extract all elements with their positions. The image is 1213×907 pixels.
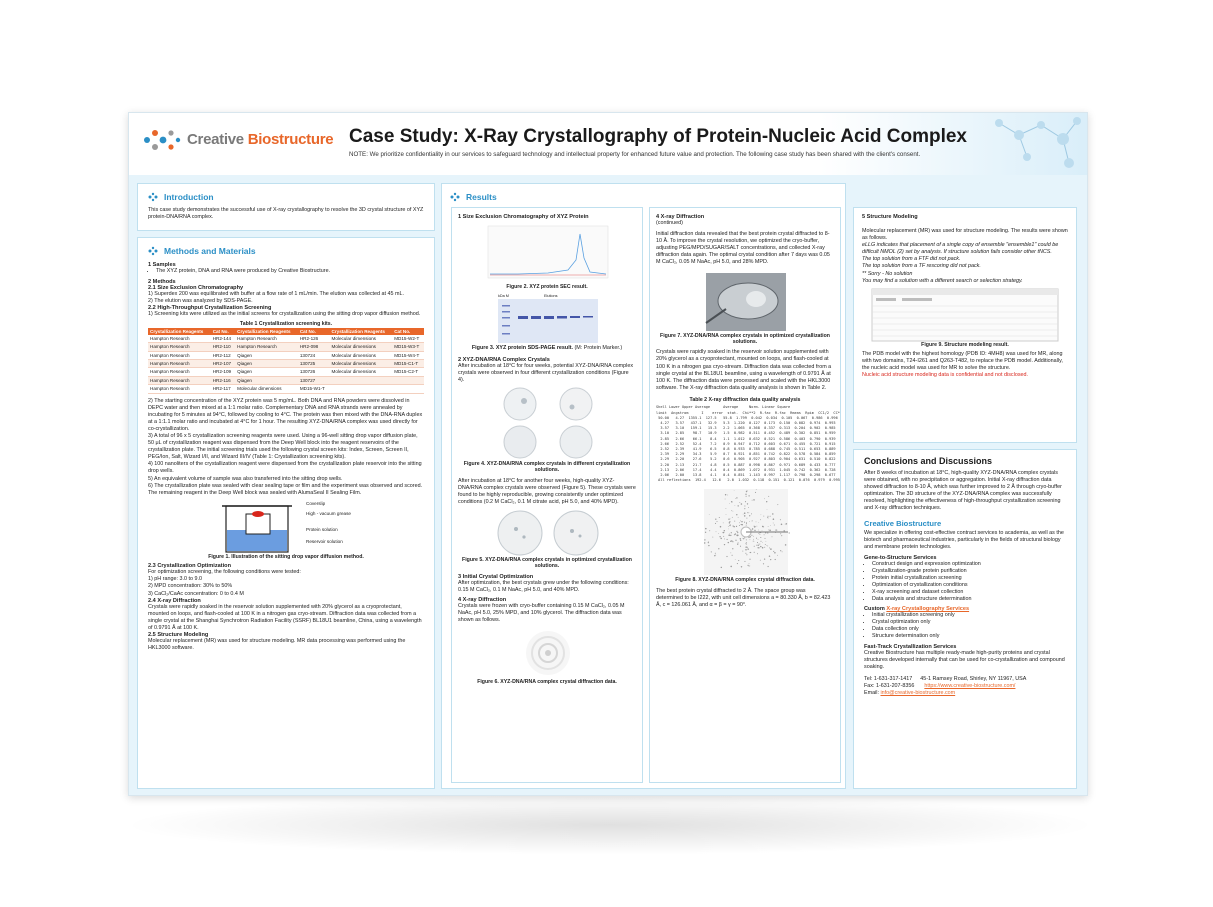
- conclusions-heading: Conclusions and Discussions: [864, 456, 993, 466]
- crystal-wells-image: [458, 387, 638, 461]
- table-cell: Hampton Research: [148, 385, 211, 393]
- figure-3-caption-note: (M: Protein Marker.): [574, 345, 623, 352]
- screening-subheading: 2.2 High-Throughput Crystallization Screening: [148, 305, 272, 312]
- methods-para-4: 4) 100 nanoliters of the crystallization reagent were dispensed from the crystallization plate reservoir into the sitting drop wells.: [148, 461, 422, 475]
- confidential-notice: Nucleic acid structure modeling data is confidential and not disclosed.: [862, 372, 1029, 379]
- table-cell: Hampton Research: [148, 376, 211, 384]
- optimization-subheading: 2.3 Crystallization Optimization: [148, 563, 231, 570]
- diagram-label-grease: High - vacuum grease: [306, 510, 351, 516]
- structure-modeling-heading: 5 Structure Modeling: [862, 214, 918, 220]
- screening-step-1: 1) Screening kits were utilized as the initial screens for crystallization using the sitting drop vapor diffusion method.: [148, 311, 421, 318]
- website-link[interactable]: https://www.creative-biostructure.com/: [924, 683, 1016, 690]
- table-row: 3.57 3.10 159.1 15.3 2.2 1.065 0.368 0.337 0.313 0.204 0.902 0.985: [656, 426, 836, 431]
- table-header-cell: Cat No.: [392, 328, 424, 335]
- results-column-b: [649, 207, 841, 783]
- table-cell: MD15-C2-T: [392, 368, 424, 376]
- methods-panel: [137, 237, 435, 789]
- figure-9-caption: Figure 9. Structure modeling result.: [921, 341, 1009, 348]
- optimization-intro: For optimization screening, the following conditions were tested:: [148, 569, 301, 576]
- gene-to-structure-list: [864, 561, 1066, 603]
- table-row: 2.39 2.29 34.3 5.9 0.7 0.921 0.851 0.742 0.822 0.578 0.584 0.859: [656, 452, 836, 457]
- sec-step-1: 1) Superdex 200 was equilibrated with buffer at a flow rate of 1 mL/min. The elution was collected at 45 mL.: [148, 291, 404, 297]
- table-cell: MD15-W1-T: [298, 385, 330, 393]
- table-cell: 130724: [298, 351, 330, 359]
- table-cell: [392, 385, 424, 393]
- sec-step-2: 2) The elution was analyzed by SDS-PAGE.: [148, 298, 253, 305]
- table-cell: HR2-110: [211, 343, 235, 351]
- contact-row-2: [864, 683, 1066, 690]
- list-item: • Construct design and expression optimization: [872, 561, 1066, 568]
- email-label: Email:: [864, 690, 881, 697]
- modeling-software-screenshot: [862, 288, 1068, 342]
- list-item: • Crystal optimization only: [872, 619, 1066, 626]
- table-cell: Qiagen: [235, 368, 298, 376]
- introduction-panel: [137, 183, 435, 231]
- table-row: 2.29 2.20 27.6 5.2 0.6 0.905 0.927 0.803 0.904 0.631 0.510 0.822: [656, 457, 836, 462]
- xray-continued-text-2: Crystals were rapidly soaked in the reservoir solution supplemented with 20% glycerol as a cryoprotectant, mounted on loops, and flash-cooled at 100 K in a nitrogen gas cryo-stream. Diffraction data was collected from a single crystal at the BL18U1 beamline, using a wavelength of 0.9791 Å at 100 K. The diffraction data were processed and scaled with the HKL3000 software. The X-ray diffraction data quality analysis is shown in Table 2.: [656, 349, 832, 391]
- conclusions-panel: [853, 449, 1077, 789]
- xray-result-text: Crystals were frozen with cryo-buffer containing 0.15 M CaCl₂, 0.05 M NaAc, pH 5.0, 25% MPD, and 10% glycerol. The diffraction data was shown as follows.: [458, 602, 625, 624]
- logo-word-creative: Creative: [187, 131, 244, 148]
- table-cell: Qiagen: [235, 359, 298, 367]
- initial-optimization-heading: 3 Initial Crystal Optimization: [458, 573, 534, 580]
- sitting-drop-diagram-icon: [218, 500, 298, 554]
- figure-3-caption: [458, 345, 636, 352]
- table-cell: HR2-112: [211, 351, 235, 359]
- list-item: • Structure determination only: [872, 633, 1066, 640]
- table-row: 50.00 4.27 1355.1 127.5 55.8 1.799 0.042 0.034 0.105 0.067 0.986 0.996: [656, 415, 838, 420]
- table-row: All reflections 192.4 12.6 2.0 1.032 0.118 0.151 0.121 0.076 0.979 0.995: [656, 478, 840, 483]
- figure-8-caption: Figure 8. XYZ-DNA/RNA complex crystal diffraction data.: [675, 577, 815, 584]
- table-row: [148, 335, 424, 343]
- table-row: [148, 385, 424, 393]
- table-cell: HR2-116: [211, 376, 235, 384]
- optimization-item-1: 1) pH range: 3.0 to 9.0: [148, 576, 202, 583]
- table-cell: MD15-C1-T: [392, 359, 424, 367]
- fast-track-heading: Fast-Track Crystallization Services: [864, 643, 957, 650]
- table-cell: Molecular dimensions: [235, 385, 298, 393]
- methods-heading: [148, 246, 424, 256]
- methods-para-5: 5) An equivalent volume of sample was also transferred into the sitting drop wells.: [148, 475, 343, 482]
- sec-subheading: 2.1 Size Exclusion Chromatography: [148, 285, 244, 291]
- table-cell: 130727: [298, 376, 330, 384]
- table-cell: Molecular dimensions: [330, 343, 393, 351]
- table-cell: Molecular dimensions: [330, 359, 393, 367]
- introduction-heading-text: Introduction: [164, 192, 214, 202]
- table-cell: Molecular dimensions: [330, 368, 393, 376]
- poster: [128, 112, 1088, 796]
- contact-address: 45-1 Ramsey Road, Shirley, NY 11967, USA: [920, 676, 1027, 683]
- table-cell: 130726: [298, 368, 330, 376]
- space-group-text: The best protein crystal diffracted to 2 Å. The space group was determined to be I222, with unit cell dimensions a = 80.330 Å, b = 82.423 Å, c = 126.061 Å, and α = β = γ = 90°.: [656, 587, 831, 608]
- mr-log-line-3: The top solution from a TF rescoring did not pack.: [862, 263, 981, 270]
- logo-word-biostructure: Biostructure: [247, 131, 334, 148]
- complex-crystals-heading: 2 XYZ-DNA/RNA Complex Crystals: [458, 356, 550, 363]
- table-header-row: [148, 328, 424, 335]
- methods-para-2: 2) The starting concentration of the XYZ protein was 5 mg/mL. Both DNA and RNA powders were dissolved in DEPC water and then mixed at a 1:1 molar ratio. Complementary DNA and RNA strands were annealed by incubating for 5 minutes at 94°C, followed by cooling to 4°C. The protein was then mixed with the DNA-RNA duplex at a 1:1.1 molar ratio and incubated at 4°C for 1 hour. The resulting XYZ-DNA/RNA complex was used directly for co-crystallization.: [148, 397, 423, 432]
- gel-label-elutions: Elutions: [544, 294, 558, 299]
- results-heading-text: Results: [466, 192, 497, 202]
- xray-services-link[interactable]: X-ray Crystallography Services: [886, 605, 970, 612]
- table-cell: HR2-109: [211, 368, 235, 376]
- figure-5-caption: Figure 5. XYZ-DNA/RNA complex crystals in optimized crystallization solutions.: [462, 556, 632, 570]
- logo-wordmark: [187, 131, 333, 148]
- table-cell: Molecular dimensions: [330, 335, 393, 343]
- xray-continued-text: Initial diffraction data revealed that the best protein crystal diffracted to 8-10 Å. To improve the crystal resolution, we optimized the cryo-buffer, adjusting PEG/MPD/SUGAR/SALT concentrations, and collected X-ray diffraction data again. The optimal crystal condition after 7 days was 0.05 M CaCl₂, 0.05 M NaAc, pH 5.0, and 28% MPD.: [656, 231, 830, 266]
- xray-subheading: 2.4 X-ray Diffraction: [148, 597, 201, 604]
- table-row: 2.66 2.52 52.4 7.2 0.9 0.947 0.712 0.603 0.671 0.455 0.721 0.915: [656, 441, 836, 446]
- table-cell: HR2-144: [211, 335, 235, 343]
- sec-chromatogram-chart: [458, 222, 638, 284]
- fast-track-text: Creative Biostructure has multiple ready-made high-purity proteins and crystal structures developed internally that can be used for co-crystallization and compound soaking.: [864, 649, 1065, 671]
- modeling-subheading: 2.5 Structure Modeling: [148, 632, 209, 638]
- table-row: [148, 368, 424, 376]
- conclusions-text: After 8 weeks of incubation at 18°C, high-quality XYZ-DNA/RNA complex crystals were obtained, with no precipitation or aggregation. Initial X-ray diffraction data showed diffraction to 8-10 Å, which was further improved to 2 Å through cryo-buffer optimization. The 3D structure of the XYZ-DNA/RNA complex was successfully resolved, highlighting the effectiveness of high-throughput crystallization screening and X-ray diffraction techniques.: [864, 470, 1062, 512]
- table-cell: MD15-W4-T: [392, 351, 424, 359]
- table-cell: Hampton Research: [148, 351, 211, 359]
- table-cell: [392, 376, 424, 384]
- section-dots-icon: [148, 192, 158, 202]
- contact-row-1: [864, 676, 1066, 683]
- poster-title: Case Study: X-Ray Crystallography of Protein-Nucleic Acid Complex: [349, 126, 967, 147]
- figure-6-caption: Figure 6. XYZ-DNA/RNA complex crystal diffraction data.: [477, 679, 617, 686]
- table-cell: [330, 385, 393, 393]
- diffraction-image: [656, 487, 836, 577]
- complex-crystals-text-2: After incubation at 18°C for another four weeks, high-quality XYZ-DNA/RNA complex crystals were observed (Figure 5). These crystals were found to be highly reproducible, growing consistently under optimized conditions (0.2 M CaCl₂, 0.1 M citrate acid, pH 5.0, and 40% MPD).: [458, 477, 636, 505]
- initial-optimization-text: After optimization, the best crystals grew under the following conditions: 0.15 M CaCl₂, 0.1 M NaAc, pH 5.0, and 40% MPD.: [458, 579, 629, 593]
- structure-modeling-panel: [853, 207, 1077, 443]
- table-row: [148, 343, 424, 351]
- table-header-cell: Crystallization Reagents: [330, 328, 393, 335]
- table-row: 2.85 2.66 66.1 8.4 1.1 1.012 0.632 0.521 0.586 0.403 0.790 0.939: [656, 436, 836, 441]
- table-cell: Hampton Research: [148, 368, 211, 376]
- table-row: [148, 359, 424, 367]
- list-item: • Optimization of crystallization conditions: [872, 582, 1066, 589]
- results-heading: [450, 192, 837, 202]
- list-item: • X-ray screening and dataset collection: [872, 589, 1066, 596]
- table-cell: HR2-107: [211, 359, 235, 367]
- table-header-cell: Crystallization Reagents: [235, 328, 298, 335]
- logo-dots-icon: [141, 127, 183, 153]
- diagram-label-coverslip: Coverslip: [306, 500, 326, 506]
- figure-3-caption-title: Figure 3. XYZ protein SDS-PAGE result.: [471, 345, 573, 352]
- figure-4-caption: Figure 4. XYZ-DNA/RNA complex crystals in different crystallization solutions.: [463, 460, 631, 474]
- list-item: • Initial crystallization screening only: [872, 612, 1066, 619]
- optimized-crystals-image: [458, 509, 638, 557]
- xray-text: Crystals were rapidly soaked in the reservoir solution supplemented with 20% glycerol as a cryoprotectant, mounted on loops, and flash-cooled at 100 K in a nitrogen gas cryo-stream. Diffraction data was collected from a single crystal at the Shanghai Synchrotron Radiation Facility (SSRF) BL18U1 beamline, China, using a wavelength of 0.9791 Å at 100 K.: [148, 603, 422, 631]
- table-cell: [330, 376, 393, 384]
- section-dots-icon: [450, 192, 460, 202]
- screening-kits-table-body: [148, 335, 424, 393]
- figure-1-diagram: [148, 500, 424, 554]
- list-item: • Crystallization-grade protein purification: [872, 568, 1066, 575]
- table-row: 2.20 2.13 21.7 4.8 0.5 0.887 0.998 0.867 0.971 0.689 0.433 0.777: [656, 462, 836, 467]
- gel-label-kda: kDa M: [498, 294, 509, 299]
- list-item: • Data collection only: [872, 626, 1066, 633]
- sec-result-heading: 1 Size Exclusion Chromatography of XYZ Protein: [458, 214, 589, 220]
- email-link[interactable]: info@creative-biostructure.com: [880, 690, 956, 697]
- complex-crystals-text: After incubation at 18°C for four weeks, potential XYZ-DNA/RNA complex crystals were observed in four different crystallization conditions (Figure 4).: [458, 362, 634, 383]
- section-dots-icon: [148, 246, 158, 256]
- company-text: We specialize in offering cost-effective contract services to academia, as well as the biotech and pharmaceutical industries, particularly in the fields of structural biology and membrane protein technologies.: [864, 529, 1064, 550]
- structure-modeling-text: Molecular replacement (MR) was used for structure modeling. The results were shown as follows.: [862, 228, 1068, 242]
- table-cell: 130725: [298, 359, 330, 367]
- table-cell: HR2-117: [211, 385, 235, 393]
- table-header-cell: Cat No.: [211, 328, 235, 335]
- molecule-decoration-icon: [979, 113, 1088, 175]
- confidentiality-note: NOTE: We prioritize confidentiality in our services to safeguard technology and intellectual property for enhanced future value and protection. The following case study has been shared with the client's consent.: [349, 151, 921, 158]
- diffraction-pattern-image: [458, 627, 638, 679]
- xray-result-heading: 4 X-ray Diffraction: [458, 596, 507, 603]
- table-header-cell: Cat No.: [298, 328, 330, 335]
- methods-para-3: 3) A total of 96 x 5 crystallization screening reagents were used. Using a 96-well sitting drop vapor diffusion plate, 50 μL of crystallization reagent was dispensed from the Deep Well block into the reagent reservoirs of the crystallization plate. The initial screening trials used the following crystal screen kits: Index, Screen, Screen II, PEG/Ion, Salt, Wizard I/II, and Wizard III/IV (Table 1: Crystallization screening kits).: [148, 433, 418, 461]
- results-column-a: [451, 207, 643, 783]
- xray-continued-sub: (continued): [656, 220, 683, 226]
- table-cell: Qiagen: [235, 351, 298, 359]
- table-cell: Hampton Research: [148, 335, 211, 343]
- diagram-label-reservoir: Reservoir solution: [306, 538, 343, 544]
- contact-fax: Fax: 1-631-207-8356: [864, 683, 915, 690]
- table2-title: Table 2 X-ray diffraction data quality analysis: [689, 396, 801, 403]
- poster-shadow: [120, 795, 1100, 855]
- table-cell: Hampton Research: [235, 343, 298, 351]
- mr-log-line-4: ** Sorry - No solution: [862, 270, 913, 277]
- table-row: [148, 376, 424, 384]
- custom-services-prefix: Custom: [864, 605, 887, 612]
- pdb-model-text: The PDB model with the highest homology (PDB ID: 4MH8) was used for MR, along with two domains, T24-I261 and Q263-T482, to replace the PDB model. Additionally, the nucleic acid model was used for MR to solve the structure.: [862, 351, 1063, 372]
- contact-tel: Tel: 1-631-317-1417: [864, 676, 913, 683]
- samples-heading: 1 Samples: [148, 262, 176, 268]
- modeling-text: Molecular replacement (MR) was used for structure modeling. MR data processing was performed using the HKL3000 software.: [148, 638, 406, 652]
- xray-continued-heading: 4 X-ray Diffraction: [656, 214, 705, 220]
- diagram-label-protein: Protein solution: [306, 526, 338, 532]
- table1-title: Table 1 Crystallization screening kits.: [239, 321, 333, 328]
- list-item: • Data analysis and structure determination: [872, 596, 1066, 603]
- methods-heading-text: Methods and Materials: [164, 246, 256, 256]
- gel-image: [498, 299, 598, 343]
- sds-page-gel: [458, 293, 636, 345]
- table-row: 2.06 2.00 13.8 4.1 0.4 0.851 1.143 0.997 1.117 0.798 0.298 0.677: [656, 472, 836, 477]
- optimization-item-3: 3) CaCl₂/CaAc concentration: 0 to 0.4 M: [148, 590, 244, 597]
- list-item: • The XYZ protein, DNA and RNA were produced by Creative Biostructure.: [156, 268, 424, 275]
- poster-header: [129, 113, 1088, 175]
- introduction-text: This case study demonstrates the successful use of X-ray crystallography to resolve the 3D crystal structure of XYZ protein-DNA/RNA complex.: [148, 207, 424, 221]
- contact-row-3: [864, 690, 1066, 697]
- table-cell: HR2-126: [298, 335, 330, 343]
- table-cell: MD15-W2-T: [392, 335, 424, 343]
- mr-log-line-5: You may find a solution with a different search or selection strategy.: [862, 277, 1023, 284]
- table-header-cell: Crystallization Reagents: [148, 328, 211, 335]
- samples-list: [148, 268, 424, 275]
- table-cell: Hampton Research: [148, 343, 211, 351]
- gene-to-structure-heading: Gene-to-Structure Services: [864, 554, 937, 561]
- figure-1-caption: Figure 1. Illustration of the sitting drop vapor diffusion method.: [208, 553, 364, 560]
- table-cell: MD15-W3-T: [392, 343, 424, 351]
- figure-7-caption: Figure 7. XYZ-DNA/RNA complex crystals in optimized crystallization solutions.: [660, 332, 830, 345]
- company-logo: [141, 125, 341, 155]
- company-heading: Creative Biostructure: [864, 518, 942, 528]
- custom-services-list: [864, 612, 1066, 640]
- mr-log-line-1: eLLG indicates that placement of a single copy of ensemble "ensemble1" could be difficult NMOL (2) set by analysis. If structure solution fails consider other tNCS.: [862, 242, 1059, 256]
- crystal-loop-image: [656, 271, 836, 333]
- table-row: 2.13 2.06 17.4 4.4 0.4 0.869 1.072 0.931 1.045 0.742 0.362 0.728: [656, 467, 836, 472]
- table-row: 2.52 2.39 41.9 6.5 0.8 0.933 0.785 0.688 0.745 0.511 0.653 0.889: [656, 446, 836, 451]
- table-cell: Molecular dimensions: [330, 351, 393, 359]
- figure-2-caption: Figure 2. XYZ protein SEC result.: [506, 284, 588, 290]
- mr-log-line-2: The top solution from a FTF did not pack.: [862, 256, 961, 263]
- table-row: [148, 351, 424, 359]
- list-item: • Protein initial crystallization screening: [872, 575, 1066, 582]
- methods-subheading: 2 Methods: [148, 279, 176, 285]
- table-cell: HR2-098: [298, 343, 330, 351]
- introduction-heading: [148, 192, 424, 202]
- screening-kits-table: [148, 328, 424, 394]
- table-row: 3.10 2.85 98.7 10.9 1.5 0.982 0.511 0.452 0.489 0.302 0.851 0.959: [656, 431, 836, 436]
- table-cell: Hampton Research: [235, 335, 298, 343]
- diffraction-stats-header: Shell Lower Upper Average Average Norm. Linear Square limit Angstrom I error stat. Chi**2 R-fac R-fac Rmeas Rpim CC1/2 CC*: [656, 405, 840, 415]
- methods-para-6: 6) The crystallization plate was sealed with clear sealing tape or film and the experiment was observed and scored. The remaining reagent in the Deep Well block was sealed with AlumaSeal II Sealing Film.: [148, 482, 423, 496]
- table-row: 4.27 3.57 437.1 32.9 5.3 1.220 0.127 0.173 0.150 0.082 0.974 0.993: [656, 420, 836, 425]
- table-cell: Hampton Research: [148, 359, 211, 367]
- table-cell: Qiagen: [235, 376, 298, 384]
- diffraction-stats-table: [656, 415, 840, 484]
- optimization-item-2: 2) MPD concentration: 30% to 50%: [148, 583, 233, 590]
